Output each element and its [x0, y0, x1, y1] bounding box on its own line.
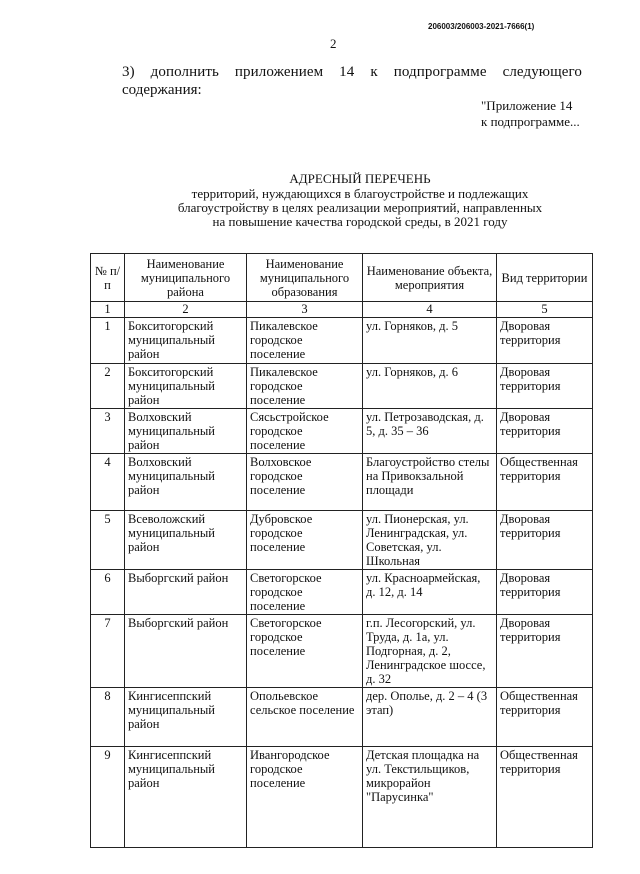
municipality-cell: Пикалевское городское поселение	[247, 318, 363, 364]
list-subtitle-line2: благоустройству в целях реализации мероприятий, направленных	[177, 200, 543, 215]
row-number: 9	[91, 747, 125, 848]
annex-reference-line1: "Приложение 14	[481, 98, 573, 113]
row-number: 4	[91, 454, 125, 511]
district-cell: Выборгский район	[125, 615, 247, 688]
territory-type-cell: Общественная территория	[497, 454, 593, 511]
row-number: 3	[91, 409, 125, 454]
address-list-table	[90, 253, 593, 848]
column-number: 5	[497, 302, 593, 318]
district-cell: Волховский муниципальный район	[125, 454, 247, 511]
municipality-cell: Опольевское сельское поселение	[247, 688, 363, 747]
column-number: 3	[247, 302, 363, 318]
list-subtitle-line1: территорий, нуждающихся в благоустройстве и подлежащих	[191, 186, 529, 201]
table-row	[91, 747, 593, 848]
municipality-cell: Дубровское городское поселение	[247, 511, 363, 570]
territory-type-cell: Дворовая территория	[497, 409, 593, 454]
row-number: 1	[91, 318, 125, 364]
list-title: АДРЕСНЫЙ ПЕРЕЧЕНЬ	[289, 171, 431, 186]
district-cell: Бокситогорский муниципальный район	[125, 364, 247, 409]
page-number: 2	[330, 36, 337, 51]
table-row	[91, 688, 593, 747]
row-number: 2	[91, 364, 125, 409]
district-cell: Волховский муниципальный район	[125, 409, 247, 454]
row-number: 6	[91, 570, 125, 615]
object-cell: дер. Ополье, д. 2 – 4 (3 этап)	[363, 688, 497, 747]
column-number-row	[91, 302, 593, 318]
document-id: 206003/206003-2021-7666(1)	[428, 22, 535, 31]
table-row	[91, 570, 593, 615]
table-row	[91, 409, 593, 454]
object-cell: ул. Красноармейская, д. 12, д. 14	[363, 570, 497, 615]
column-number: 4	[363, 302, 497, 318]
territory-type-cell: Дворовая территория	[497, 318, 593, 364]
territory-type-cell: Общественная территория	[497, 747, 593, 848]
object-cell: г.п. Лесогорский, ул. Труда, д. 1а, ул. Подгорная, д. 2, Ленинградское шоссе, д. 32	[363, 615, 497, 688]
municipality-cell: Пикалевское городское поселение	[247, 364, 363, 409]
amendment-text-line1: 3) дополнить приложением 14 к подпрограмме следующего	[122, 64, 582, 80]
annex-reference-line2: к подпрограмме...	[481, 114, 580, 129]
district-cell: Всеволожский муниципальный район	[125, 511, 247, 570]
municipality-cell: Волховское городское поселение	[247, 454, 363, 511]
territory-type-cell: Дворовая территория	[497, 364, 593, 409]
header-number: № п/п	[91, 254, 125, 302]
territory-type-cell: Дворовая территория	[497, 570, 593, 615]
object-cell: ул. Пионерская, ул. Ленинградская, ул. Советская, ул. Школьная	[363, 511, 497, 570]
header-object: Наименование объекта, мероприятия	[363, 254, 497, 302]
column-number: 2	[125, 302, 247, 318]
row-number: 7	[91, 615, 125, 688]
object-cell: Детская площадка на ул. Текстильщиков, микрорайон "Парусинка"	[363, 747, 497, 848]
district-cell: Кингисеппский муниципальный район	[125, 747, 247, 848]
row-number: 5	[91, 511, 125, 570]
object-cell: ул. Петрозаводская, д. 5, д. 35 – 36	[363, 409, 497, 454]
table-header-row	[91, 254, 593, 302]
municipality-cell: Ивангородское городское поселение	[247, 747, 363, 848]
header-municipality: Наименование муниципального образования	[247, 254, 363, 302]
table-row	[91, 615, 593, 688]
municipality-cell: Сясьстройское городское поселение	[247, 409, 363, 454]
object-cell: ул. Горняков, д. 5	[363, 318, 497, 364]
district-cell: Бокситогорский муниципальный район	[125, 318, 247, 364]
table-row	[91, 318, 593, 364]
table-row	[91, 454, 593, 511]
territory-type-cell: Дворовая территория	[497, 615, 593, 688]
column-number: 1	[91, 302, 125, 318]
header-territory-type: Вид территории	[497, 254, 593, 302]
amendment-text-line2: содержания:	[122, 82, 202, 98]
table-row	[91, 364, 593, 409]
row-number: 8	[91, 688, 125, 747]
district-cell: Кингисеппский муниципальный район	[125, 688, 247, 747]
list-subtitle-line3: на повышение качества городской среды, в 2021 году	[212, 214, 508, 229]
municipality-cell: Светогорское городское поселение	[247, 570, 363, 615]
territory-type-cell: Дворовая территория	[497, 511, 593, 570]
district-cell: Выборгский район	[125, 570, 247, 615]
header-district: Наименование муниципального района	[125, 254, 247, 302]
table-row	[91, 511, 593, 570]
object-cell: Благоустройство стелы на Привокзальной площади	[363, 454, 497, 511]
territory-type-cell: Общественная территория	[497, 688, 593, 747]
object-cell: ул. Горняков, д. 6	[363, 364, 497, 409]
municipality-cell: Светогорское городское поселение	[247, 615, 363, 688]
